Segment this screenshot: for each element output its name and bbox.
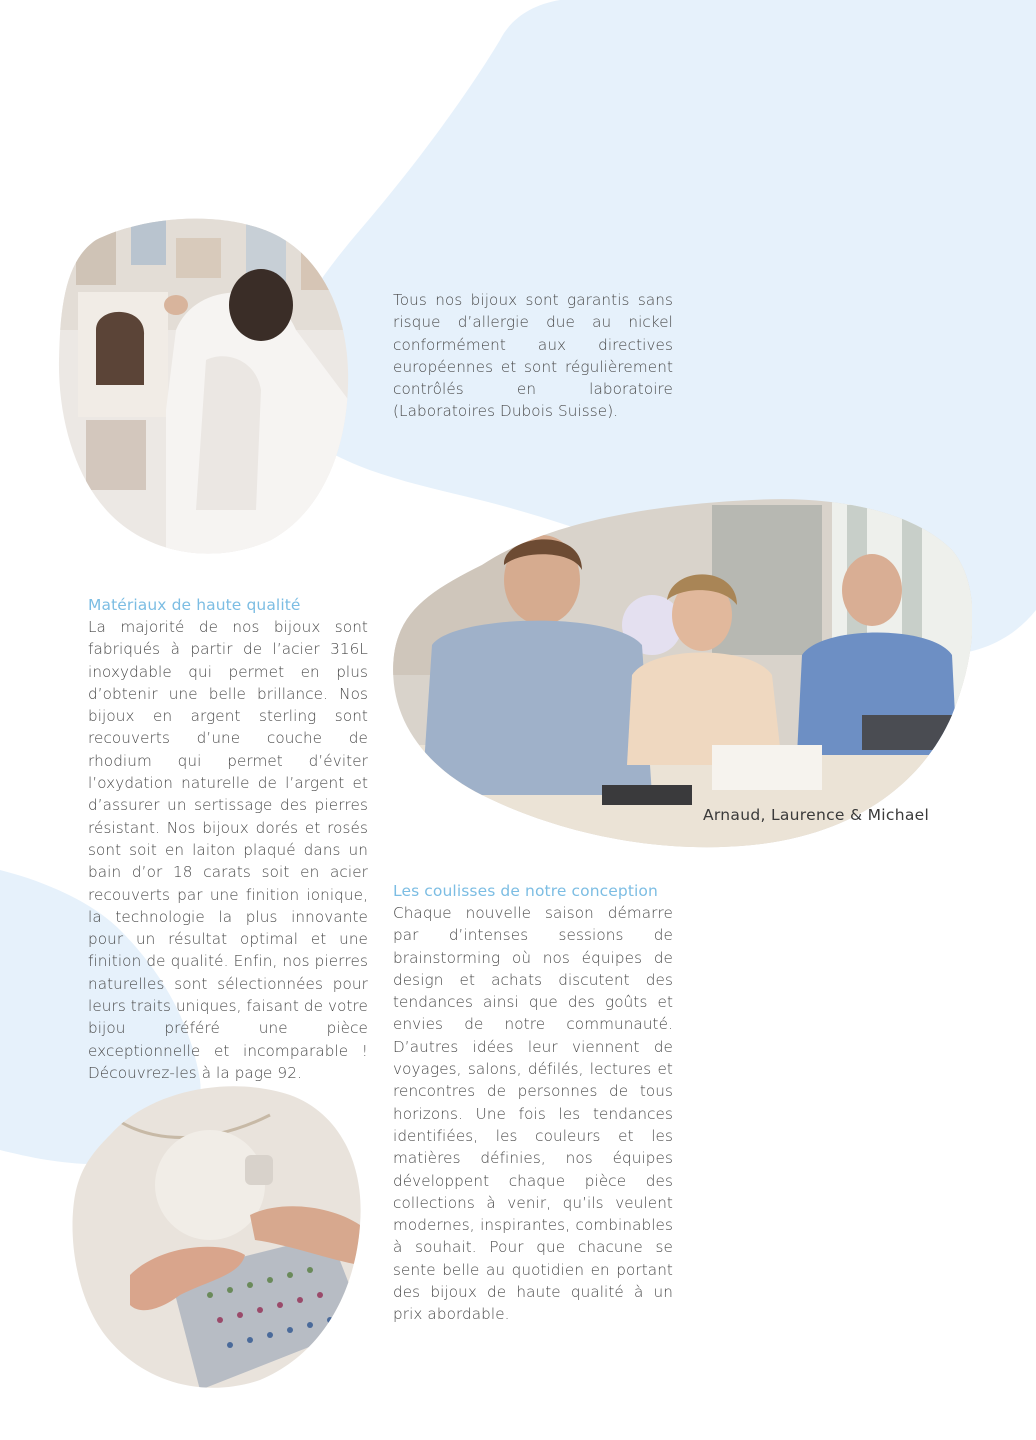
team-caption: Arnaud, Laurence & Michael — [703, 806, 930, 824]
materials-paragraph: La majorité de nos bijoux sont fabriqués à partir de l’acier 316L inoxydable qui permet en plus d’obtenir une belle brillance. Nos bijoux en argent sterling sont recouverts d’une couche de rhodium qui permet d’éviter l’oxydation naturelle de l’argent et d’assurer un sertissage des pierres résistant. Nos bijoux dorés et rosés sont soit en laiton plaqué dans un bain d’or 18 carats soit en acier recouverts par une finition ionique, la technologie la plus innovante pour un résultat optimal et une finition de qualité. Enfin, nos pierres naturelles sont sélectionnées pour leurs traits uniques, faisant de votre bijou préféré une pièce exceptionnelle et incomparable ! Découvrez-les à la page 92. — [88, 618, 368, 1082]
design-paragraph: Chaque nouvelle saison démarre par d’intenses sessions de brainstorming où nos équipes de design et achats discutent des tendances ainsi que des goûts et envies de notre communauté. D’autres idées leur viennent de voyages, salons, défilés, lectures et rencontres de personnes de tous horizons. Une fois les tendances identifiées, les couleurs et les matières définies, nos équipes développent chaque pièce des collections à venir, qu’ils veulent modernes, inspirantes, combinables à souhait. Pour que chacune se sente belle au quotidien en portant des bijoux de haute qualité à un prix abordable. — [393, 904, 673, 1324]
materials-section — [88, 594, 368, 1084]
design-section — [393, 880, 673, 1326]
design-heading: Les coulisses de notre conception — [393, 882, 658, 900]
gemstone-tray-photo — [70, 1075, 365, 1390]
materials-heading: Matériaux de haute qualité — [88, 596, 301, 614]
allergy-guarantee-paragraph: Tous nos bijoux sont garantis sans risque d’allergie due au nickel conformément aux directives européennes et sont régulièrement contrôlés en laboratoire (Laboratoires Dubois Suisse). — [393, 291, 673, 421]
designer-moodboard-photo — [56, 210, 356, 560]
team-photo — [392, 495, 972, 850]
allergy-guarantee-text — [393, 289, 673, 423]
